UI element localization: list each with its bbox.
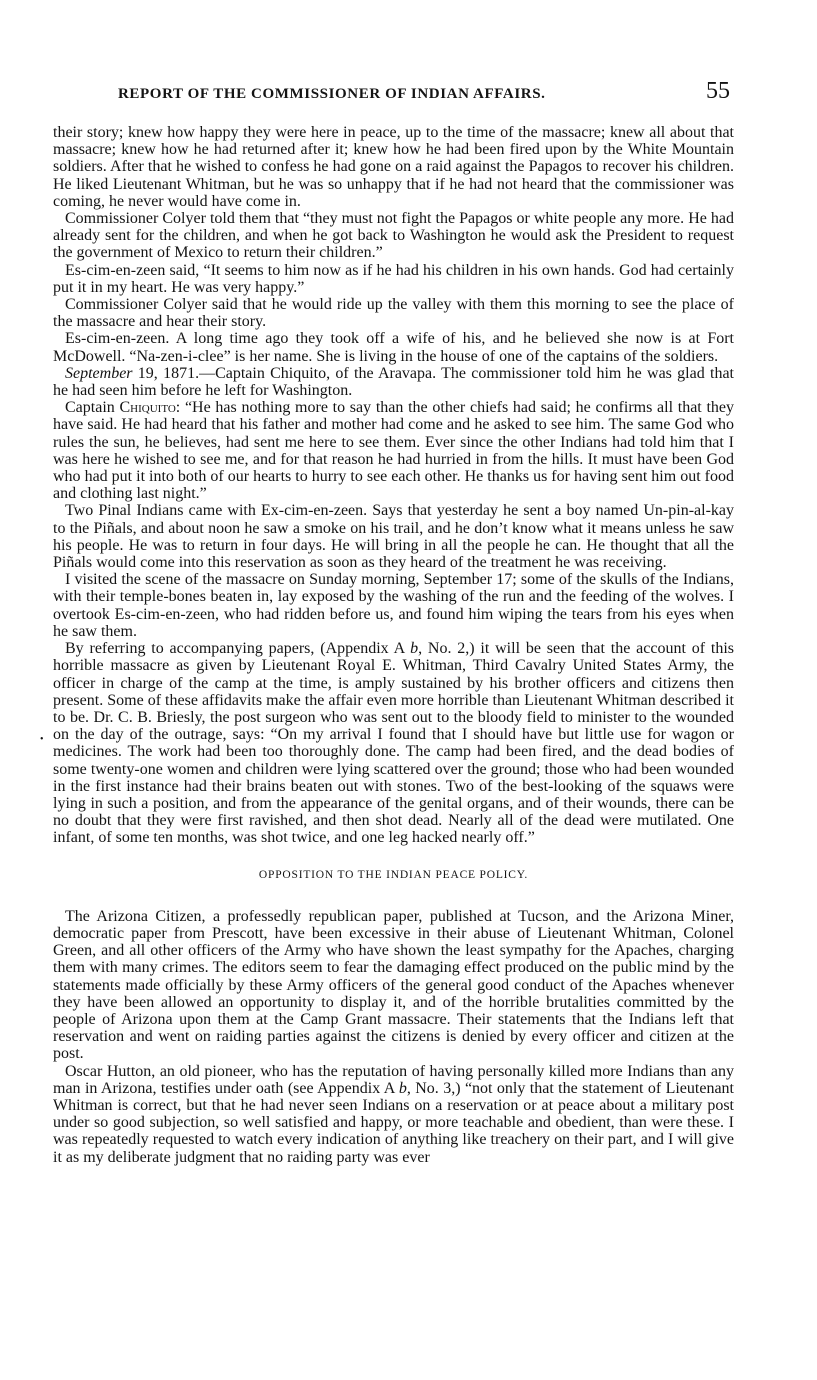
hutton-text-b: b — [398, 1079, 407, 1097]
paragraph-appendix-account — [53, 640, 734, 846]
report-body — [53, 124, 734, 1166]
chiquito-speech-text: : “He has nothing more to say than the other chiefs had said; he confirms all that they have said. He had heard that his father and mother had come and he asked to see him. The same God who rules the sun, he believes, had sent me here to see them. Ever since the other Indians had told him that I was here he wished to see me, and for that reason he had hurried in from the hills. It must have been God who had put it into both of our hearts to hurry to see each other. He thanks us for having sent him out food and clothing last night.” — [53, 399, 734, 503]
paragraph-massacre-scene: I visited the scene of the massacre on Sunday morning, September 17; some of the skulls of the Indians, with their temple-bones beaten in, lay exposed by the washing of the run and the feeding of the wolves. I overtook Es-cim-en-zeen, who had ridden before us, and found him wiping the tears from his eyes when he saw them. — [53, 571, 734, 640]
appendix-account-c: , No. 2,) it will be seen that the account of this horrible massacre as given by Lieutenant Royal E. Whitman, Third Cavalry United States Army, the officer in charge of the camp at the time, is amply sustained by his brother officers and citizens then present. Some of these affidavits make the affair even more horrible than Lieutenant Whitman described it to be. Dr. C. B. Briesly, the post surgeon who was sent out to the bloody field to minister to the wounded on the day of the outrage, says: “On my arrival I found that I should have but little use for wagon or medicines. The work had been too thoroughly done. The camp had been fired, and the dead bodies of some twenty-one women and children were lying scattered over the ground; those who had been wounded in the first instance had their brains beaten out with stones. Two of the best-looking of the squaws were lying in such a position, and from the appearance of the genital organs, and of their wounds, there can be no doubt that they were first ravished, and then shot dead. Nearly all of the dead were mutilated. One infant, of some ten months, was shot twice, and one leg hacked nearly off.” — [53, 640, 734, 847]
hutton-text-a: Oscar Hutton, an old pioneer, who has the reputation of having personally killed more Indians than any man in Arizona, testifies under oath (see Appendix A — [53, 1062, 734, 1097]
running-title: REPORT OF THE COMMISSIONER OF INDIAN AFFAIRS. — [118, 86, 546, 102]
chiquito-lead: Captain — [65, 399, 120, 417]
date-september: September — [65, 364, 133, 382]
paragraph-colyer-ride: Commissioner Colyer said that he would ride up the valley with them this morning to see the place of the massacre and hear their story. — [53, 296, 734, 331]
paragraph-oscar-hutton — [53, 1063, 734, 1166]
margin-mark: • — [40, 734, 44, 745]
appendix-account-b: b — [410, 640, 419, 658]
chiquito-name: Chiquito — [119, 399, 176, 417]
paragraph-escimenzeen-wife: Es-cim-en-zeen. A long time ago they took off a wife of his, and he believed she now is at Fort McDowell. “Na-zen-i-clee” is her name. She is living in the house of one of the captains of the soldiers. — [53, 330, 734, 365]
paragraph-their-story: their story; knew how happy they were here in peace, up to the time of the massacre; knew all about that massacre; knew how he had returned after it; knew how he had been fired upon by the White Mountain soldiers. After that he wished to confess he had gone on a raid against the Papagos to recover his children. He liked Lieutenant Whitman, but he was so unhappy that if he had not heard that the commissioner was coming, he never would have come in. — [53, 124, 734, 210]
chiquito-visit-text: 19, 1871.—Captain Chiquito, of the Aravapa. The commissioner told him he was glad that he had seen him before he left for Washington. — [53, 364, 734, 400]
appendix-account-a: By referring to accompanying papers, (Appendix A — [65, 640, 411, 658]
paragraph-escimenzeen-children: Es-cim-en-zeen said, “It seems to him now as if he had his children in his own hands. God had certainly put it in my heart. He was very happy.” — [53, 261, 734, 296]
paragraph-chiquito-speech — [53, 399, 734, 502]
section-heading: OPPOSITION TO THE INDIAN PEACE POLICY. — [258, 868, 529, 881]
page-number: 55 — [706, 78, 730, 104]
paragraph-pinal-indians: Two Pinal Indians came with Ex-cim-en-zeen. Says that yesterday he sent a boy named Un-pin-al-kay to the Piñals, and about noon he saw a smoke on his trail, and he don’t know what it means unless he saw his people. He was to return in four days. He will bring in all the people he can. He thought that all the Piñals would come into this reservation as soon as they heard of the treatment he was receiving. — [53, 502, 734, 572]
paragraph-arizona-papers: The Arizona Citizen, a professedly republican paper, published at Tucson, and the Arizona Miner, democratic paper from Prescott, have been excessive in their abuse of Lieutenant Whitman, Colonel Green, and all other officers of the Army who have shown the least sympathy for the Apaches, charging them with many crimes. The editors seem to fear the damaging effect produced on the public mind by the statements made officially by these Army officers of the general good conduct of the Apaches whenever they have been allowed an opportunity to display it, and of the horrible brutalities committed by the people of Arizona upon them at the Camp Grant massacre. Their statements that the Indians left that reservation and went on raiding parties against the citizens is denied by every officer and citizen at the post. — [53, 907, 734, 1063]
paragraph-chiquito-visit — [53, 365, 734, 399]
page-header — [118, 80, 730, 110]
paragraph-colyer-papagos: Commissioner Colyer told them that “they must not fight the Papagos or white people any more. He had already sent for the children, and when he got back to Washington he would ask the President to request the government of Mexico to return their children.” — [53, 210, 734, 262]
hutton-text-c: , No. 3,) “not only that the statement of Lieutenant Whitman is correct, but that he had never seen Indians on a reservation or at peace about a military post under so good subjection, so well satisfied and happy, or more teachable and obedient, than were these. I was repeatedly requested to watch every indication of anything like treachery on their part, and I will give it as my deliberate judgment that no raiding party was ever — [53, 1079, 735, 1166]
